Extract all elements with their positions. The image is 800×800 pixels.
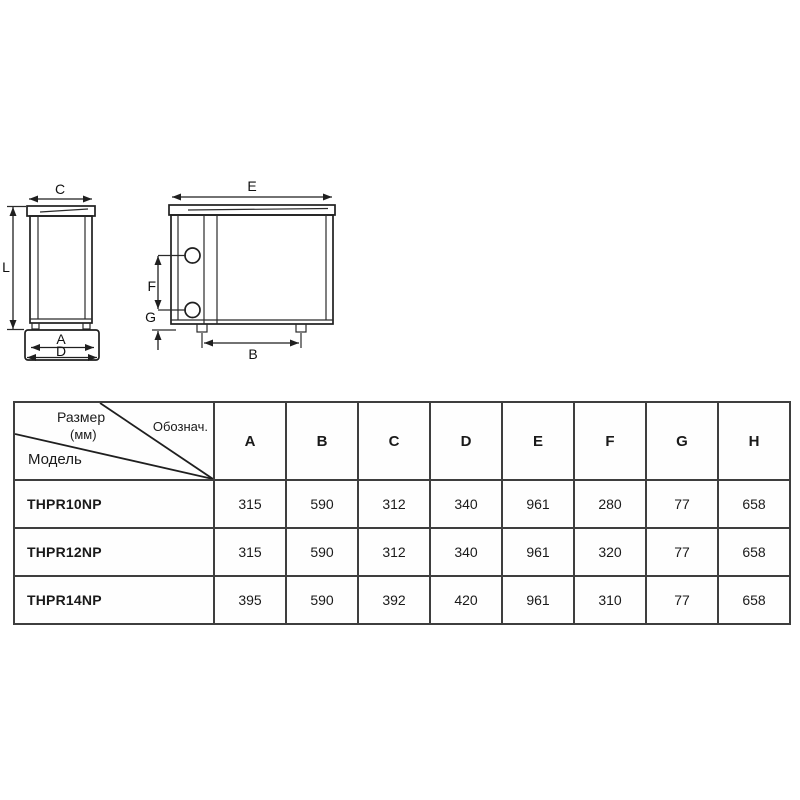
table-value: 340	[429, 527, 501, 575]
dim-label-c: C	[54, 181, 66, 197]
table-value: 77	[645, 479, 717, 527]
front-body	[171, 215, 333, 324]
column-header-d: D	[429, 403, 501, 479]
side-foot-left	[32, 323, 39, 329]
dim-label-b: B	[248, 346, 258, 362]
column-header-c: C	[357, 403, 429, 479]
table-value: 320	[573, 527, 645, 575]
table-value: 312	[357, 527, 429, 575]
table-value: 961	[501, 479, 573, 527]
table-value: 961	[501, 575, 573, 623]
table-value: 961	[501, 527, 573, 575]
front-foot-right	[296, 324, 306, 332]
table-value: 395	[213, 575, 285, 623]
table-value: 340	[429, 479, 501, 527]
corner-designation-label: Обознач.	[152, 419, 208, 434]
table-value: 77	[645, 575, 717, 623]
front-cap-seam	[188, 209, 328, 211]
column-header-b: B	[285, 403, 357, 479]
dim-label-f: F	[147, 278, 156, 294]
side-cap-seam	[40, 209, 88, 212]
side-body	[30, 216, 92, 323]
corner-model-label: Модель	[28, 451, 82, 468]
table-value: 590	[285, 527, 357, 575]
column-header-a: A	[213, 403, 285, 479]
table-value: 590	[285, 479, 357, 527]
table-value: 658	[717, 527, 789, 575]
column-header-f: F	[573, 403, 645, 479]
side-foot-right	[83, 323, 90, 329]
table-value: 658	[717, 575, 789, 623]
table-value: 280	[573, 479, 645, 527]
dim-label-l: L	[2, 259, 10, 275]
table-value: 312	[357, 479, 429, 527]
dimensions-table	[13, 401, 791, 625]
model-name: THPR14NP	[15, 575, 213, 623]
corner-diagonal-upper	[100, 403, 213, 479]
table-value: 310	[573, 575, 645, 623]
table-value: 392	[357, 575, 429, 623]
column-header-g: G	[645, 403, 717, 479]
lower-pipe-port-icon	[185, 303, 200, 318]
front-view-drawing	[145, 178, 335, 362]
dim-label-g: G	[145, 309, 156, 325]
table-corner-cell	[15, 403, 213, 479]
dim-label-e: E	[247, 178, 257, 194]
upper-pipe-port-icon	[185, 248, 200, 263]
model-name: THPR12NP	[15, 527, 213, 575]
dim-label-d: D	[55, 343, 67, 359]
corner-size-unit-label: (мм)	[70, 427, 97, 442]
dim-label-a: A	[56, 331, 66, 347]
front-foot-left	[197, 324, 207, 332]
table-value: 315	[213, 527, 285, 575]
table-value: 658	[717, 479, 789, 527]
table-value: 315	[213, 479, 285, 527]
corner-size-label: Размер	[57, 409, 106, 425]
model-name: THPR10NP	[15, 479, 213, 527]
side-view-drawing	[2, 181, 99, 360]
column-header-h: H	[717, 403, 789, 479]
table-value: 590	[285, 575, 357, 623]
column-header-e: E	[501, 403, 573, 479]
table-value: 420	[429, 575, 501, 623]
table-value: 77	[645, 527, 717, 575]
